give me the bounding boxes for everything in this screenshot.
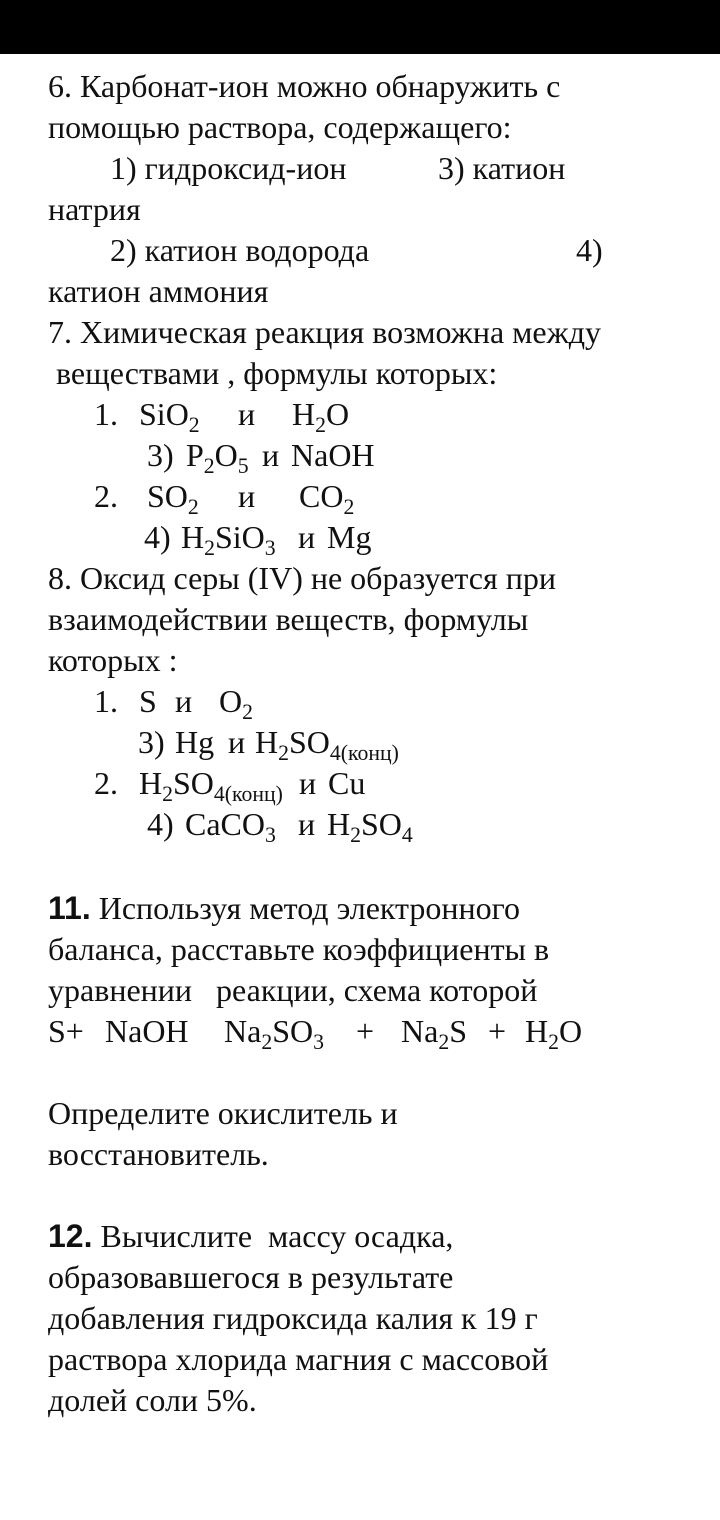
q8-option-3-formula-a: Hg (175, 724, 215, 760)
q8-option-3-and: и (228, 724, 246, 760)
q8-option-2-number: 2. (94, 765, 118, 801)
q11-equation-plus-1: + (356, 1013, 375, 1049)
q11-line-4: Определите окислитель и (48, 1095, 398, 1131)
q12-line-1: 12. Вычислите массу осадка, (48, 1218, 454, 1254)
q7-option-1-formula-b: $H_2O$ (292, 396, 350, 437)
top-black-bar (0, 0, 720, 54)
q7-option-1-formula-a: SiO$_2$ (139, 396, 200, 437)
q7-option-3-formula-b: NaOH (291, 437, 375, 473)
q8-option-4-formula-b: $H_2SO_4$ (327, 806, 413, 847)
q6-line-1: 6. Карбонат-ион можно обнаружить с (48, 68, 561, 104)
q6-option-3: 3) катион (438, 150, 566, 186)
q8-option-4-number: 4) (147, 806, 174, 842)
q7-option-2-formula-a: $SO_2$ (147, 478, 199, 519)
q6-option-4: 4) (576, 232, 603, 268)
q7-option-3-formula-a: $P_2O_5$ (186, 437, 249, 478)
q8-option-1-number: 1. (94, 683, 118, 719)
q12-line-3: добавления гидроксида калия к 19 г (48, 1300, 538, 1336)
q8-line-2: взаимодействии веществ, формулы (48, 601, 529, 637)
q6-line-2: помощью раствора, содержащего: (48, 109, 512, 145)
q7-option-2-number: 2. (94, 478, 118, 514)
q12-line-2: образовавшегося в результате (48, 1259, 454, 1295)
q7-option-3-and: и (262, 437, 280, 473)
q11-equation-product-h2o: $H_2O$ (525, 1013, 583, 1054)
q7-option-1-number: 1. (94, 396, 118, 432)
q11-equation-product-na2s: $Na_2S$ (401, 1013, 467, 1054)
q11-line-2: баланса, расставьте коэффициенты в (48, 931, 550, 967)
q8-option-2-and: и (299, 765, 317, 801)
q7-option-2-formula-b: $CO_2$ (299, 478, 355, 519)
q6-option-1: 1) гидроксид-ион (110, 150, 347, 186)
q7-line-1: 7. Химическая реакция возможна между (48, 314, 602, 350)
q7-option-2-and: и (238, 478, 256, 514)
q8-line-1: 8. Оксид серы (IV) не образуется при (48, 560, 556, 596)
q7-option-4-formula-b: Mg (327, 519, 372, 555)
q7-option-4-number: 4) (144, 519, 171, 555)
q12-line-4: раствора хлорида магния с массовой (48, 1341, 549, 1377)
q8-option-2-formula-a: $H_2SO_{4(конц)}$ (139, 765, 283, 806)
q11-equation-reactant-s: S+ (48, 1013, 84, 1049)
q8-line-3: которых : (48, 642, 178, 678)
q8-option-1-and: и (175, 683, 193, 719)
q7-line-2: веществами , формулы которых: (48, 355, 498, 391)
q7-option-4-formula-a: $H_2SiO_3$ (181, 519, 276, 560)
q11-line-1: 11. Используя метод электронного (48, 890, 520, 926)
q8-option-1-formula-b: $O_2$ (219, 683, 253, 724)
q6-option-2: 2) катион водорода (110, 232, 370, 268)
q8-option-3-number: 3) (138, 724, 165, 760)
q11-line-5: восстановитель. (48, 1136, 269, 1172)
q7-option-3-number: 3) (147, 437, 174, 473)
q11-equation-reactant-naoh: NaOH (105, 1013, 189, 1049)
q7-option-1-and: и (238, 396, 256, 432)
q12-number: 12. (48, 1218, 93, 1254)
q7-option-4-and: и (298, 519, 316, 555)
q11-equation-plus-2: + (488, 1013, 507, 1049)
q8-option-3-formula-b: $H_2SO_{4(конц)}$ (255, 724, 399, 765)
q11-line-3: уравнении реакции, схема которой (48, 972, 538, 1008)
q8-option-1-formula-a: S (139, 683, 157, 719)
q12-line-5: долей соли 5%. (48, 1382, 257, 1418)
q6-option-4-cont: катион аммония (48, 273, 269, 309)
q8-option-4-formula-a: CaCO$_3$ (185, 806, 276, 847)
q8-option-4-and: и (298, 806, 316, 842)
q8-option-2-formula-b: Cu (328, 765, 366, 801)
q11-number: 11. (48, 890, 91, 926)
q6-option-3-cont: натрия (48, 191, 141, 227)
q11-equation-product-na2so3: $Na_2SO_3$ (224, 1013, 324, 1054)
